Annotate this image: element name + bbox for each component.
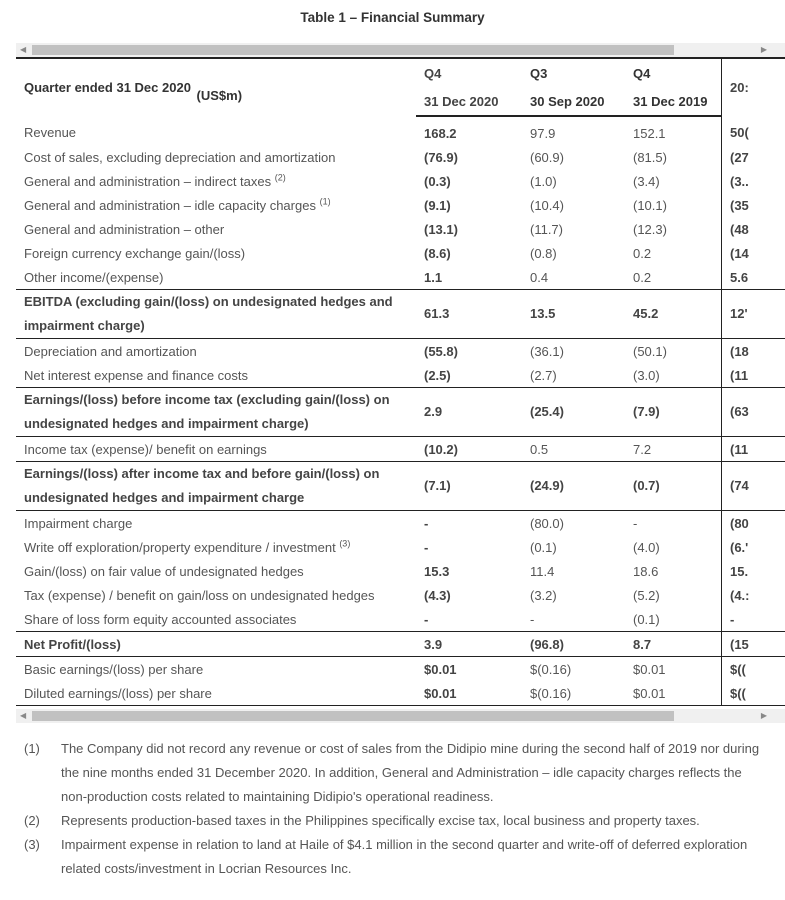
value-cell: (3.. (722, 169, 785, 193)
footnote-ref: (1) (319, 196, 331, 207)
value-cell: (2.7) (522, 363, 625, 388)
footnote (24, 833, 764, 881)
value-cell: - (424, 539, 429, 555)
value-cell: 15.3 (424, 563, 450, 579)
value-cell: 152.1 (633, 125, 666, 141)
table-row (16, 339, 785, 364)
row-label-cell (16, 145, 416, 169)
value-cell: (48 (722, 217, 785, 241)
table-row (16, 241, 785, 265)
value-cell: 8.7 (625, 632, 722, 657)
value-cell: 12' (722, 290, 785, 339)
row-label: Earnings/(loss) before income tax (excluding gain/(loss) on undesignated hedges and impairment charge) (24, 392, 390, 431)
value-cell: $0.01 (424, 661, 457, 677)
row-label-cell (16, 437, 416, 462)
row-label: Write off exploration/property expenditure / investment (24, 539, 336, 555)
value-cell: 168.2 (424, 125, 457, 141)
table-row (16, 437, 785, 462)
row-label: Basic earnings/(loss) per share (24, 661, 204, 677)
col-date: 31 Dec 2019 (625, 87, 722, 116)
value-cell: 11.4 (530, 563, 555, 579)
row-label: General and administration – other (24, 221, 225, 237)
row-label-cell (16, 339, 416, 364)
col-period: Q4 (625, 58, 722, 87)
value-cell: 0.2 (625, 265, 722, 290)
value-cell: 50( (722, 116, 785, 145)
table-row (16, 632, 785, 657)
value-cell: (3.4) (633, 173, 660, 189)
table-row (16, 363, 785, 388)
scroll-left-icon[interactable]: ◀ (20, 711, 27, 720)
row-label: Foreign currency exchange gain/(loss) (24, 245, 246, 261)
row-label-cell (16, 462, 416, 511)
row-label: Net interest expense and finance costs (24, 367, 249, 383)
footnote-number: (3) (24, 837, 40, 852)
table-row (16, 681, 785, 706)
table-container (16, 43, 785, 891)
row-label-cell (16, 681, 416, 706)
value-cell: (12.3) (633, 221, 667, 237)
value-cell: (0.8) (530, 245, 557, 261)
value-cell: (11.7) (530, 221, 563, 237)
value-cell: (14 (722, 241, 785, 265)
value-cell: (4.3) (424, 587, 451, 603)
horizontal-scrollbar-bottom[interactable] (16, 709, 785, 723)
col-period: Q3 (522, 58, 625, 87)
row-label-cell (16, 632, 416, 657)
table-row (16, 265, 785, 290)
row-label-cell (16, 169, 416, 193)
value-cell: $(0.16) (530, 661, 572, 677)
value-cell: 15. (722, 559, 785, 583)
value-cell: (8.6) (424, 245, 451, 261)
value-cell: (10.1) (633, 197, 667, 213)
row-label: Other income/(expense) (24, 269, 164, 285)
row-label-cell (16, 657, 416, 682)
table-row (16, 169, 785, 193)
value-cell: (10.4) (530, 197, 564, 213)
table-row (16, 657, 785, 682)
value-cell: 3.9 (416, 632, 522, 657)
value-cell: 1.1 (416, 265, 522, 290)
value-cell: (10.2) (416, 437, 522, 462)
value-cell: - (424, 515, 429, 531)
value-cell: (3.0) (625, 363, 722, 388)
value-cell: (35 (722, 193, 785, 217)
value-cell: 97.9 (530, 125, 556, 141)
value-cell: (36.1) (530, 343, 564, 359)
table-row (16, 145, 785, 169)
value-cell: $0.01 (625, 681, 722, 706)
value-cell: (7.9) (625, 388, 722, 437)
row-label: Revenue (24, 125, 77, 140)
value-cell: (63 (722, 388, 785, 437)
value-cell: (9.1) (424, 197, 451, 213)
row-label-cell (16, 511, 416, 536)
row-label-cell (16, 583, 416, 607)
row-label-cell (16, 241, 416, 265)
row-label-cell (16, 559, 416, 583)
value-cell: (74 (722, 462, 785, 511)
col-period: 20: (722, 58, 785, 116)
row-label-cell (16, 116, 416, 145)
scrollbar-thumb[interactable] (32, 45, 674, 55)
value-cell: 13.5 (522, 290, 625, 339)
value-cell: (2.5) (416, 363, 522, 388)
value-cell: (60.9) (530, 149, 564, 165)
footnote (24, 737, 764, 809)
value-cell: (11 (722, 363, 785, 388)
header-label: Quarter ended 31 Dec 2020 (24, 80, 191, 95)
row-label: Impairment charge (24, 515, 133, 531)
value-cell: $(( (722, 681, 785, 706)
value-cell: (80 (722, 511, 785, 536)
footnote-ref: (2) (274, 172, 286, 183)
value-cell: $0.01 (633, 661, 666, 677)
table-row (16, 583, 785, 607)
col-date: 31 Dec 2020 (416, 87, 522, 116)
value-cell: $0.01 (416, 681, 522, 706)
scroll-right-icon[interactable]: ▶ (760, 711, 767, 720)
table-row (16, 462, 785, 511)
row-label: Gain/(loss) on fair value of undesignated hedges (24, 563, 304, 579)
value-cell: (3.2) (530, 587, 557, 603)
value-cell: - (633, 515, 638, 531)
footnote-number: (2) (24, 813, 40, 828)
scroll-left-icon[interactable]: ◀ (20, 45, 27, 54)
value-cell: (4.0) (633, 539, 660, 555)
row-label: EBITDA (excluding gain/(loss) on undesignated hedges and impairment charge) (24, 294, 393, 333)
row-label-cell (16, 535, 416, 559)
table-row (16, 193, 785, 217)
value-cell: 0.2 (633, 245, 652, 261)
table-row (16, 217, 785, 241)
value-cell: (80.0) (530, 515, 564, 531)
row-label: General and administration – idle capacity charges (24, 197, 316, 213)
table-row (16, 290, 785, 339)
row-label-cell (16, 388, 416, 437)
scrollbar-thumb[interactable] (32, 711, 674, 721)
footnote-text: Represents production-based taxes in the Philippines specifically excise tax, local business and property taxes. (61, 813, 700, 828)
footnote-text: The Company did not record any revenue or cost of sales from the Didipio mine during the second half of 2019 nor during the nine months ended 31 December 2020. In addition, General and Administration – idle capacity charges reflects the non-production costs related to maintaining Didipio's operational readiness. (61, 741, 760, 804)
row-label-cell (16, 290, 416, 339)
value-cell: (25.4) (522, 388, 625, 437)
value-cell: (6.' (722, 535, 785, 559)
value-cell: (15 (722, 632, 785, 657)
table-row (16, 559, 785, 583)
table-row (16, 535, 785, 559)
financial-summary-table (16, 57, 785, 706)
value-cell: (0.1) (530, 539, 557, 555)
value-cell: 5.6 (722, 265, 785, 290)
value-cell: 18.6 (633, 563, 659, 579)
footnote-text: Impairment expense in relation to land at Haile of $4.1 million in the second quarter and write-off of deferred exploration related costs/investment in Locrian Resources Inc. (61, 837, 748, 876)
value-cell: - (416, 607, 522, 632)
table-row (16, 511, 785, 536)
value-cell: 0.5 (522, 437, 625, 462)
row-label: Tax (expense) / benefit on gain/loss on undesignated hedges (24, 587, 375, 603)
value-cell: $(0.16) (522, 681, 625, 706)
footnote (24, 809, 764, 833)
row-label: Earnings/(loss) after income tax and before gain/(loss) on undesignated hedges and impairment charge (24, 466, 380, 505)
table-row (16, 116, 785, 145)
value-cell: 45.2 (625, 290, 722, 339)
value-cell: (50.1) (633, 343, 667, 359)
value-cell: (0.1) (625, 607, 722, 632)
value-cell: (13.1) (424, 221, 458, 237)
row-label-cell (16, 217, 416, 241)
row-label-cell (16, 607, 416, 632)
row-label-cell (16, 193, 416, 217)
value-cell: (81.5) (633, 149, 667, 165)
row-label: Income tax (expense)/ benefit on earnings (24, 441, 267, 457)
value-cell: 2.9 (416, 388, 522, 437)
value-cell: 7.2 (625, 437, 722, 462)
table-row (16, 388, 785, 437)
table-row (16, 607, 785, 632)
value-cell: (11 (722, 437, 785, 462)
row-label: Share of loss form equity accounted associates (24, 611, 297, 627)
scroll-right-icon[interactable]: ▶ (760, 45, 767, 54)
value-cell: (4.: (722, 583, 785, 607)
footnote-ref: (3) (339, 538, 351, 549)
value-cell: - (522, 607, 625, 632)
row-label-cell (16, 363, 416, 388)
row-label: General and administration – indirect taxes (24, 173, 272, 189)
header-unit: (US$m) (196, 88, 243, 103)
value-cell: (27 (722, 145, 785, 169)
value-cell: (18 (722, 339, 785, 364)
value-cell: (96.8) (522, 632, 625, 657)
value-cell: (5.2) (633, 587, 660, 603)
row-label: Cost of sales, excluding depreciation and amortization (24, 149, 336, 165)
header-label-cell (16, 58, 416, 116)
value-cell: (76.9) (424, 149, 458, 165)
value-cell: (0.3) (424, 173, 451, 189)
value-cell: (24.9) (522, 462, 625, 511)
footnote-number: (1) (24, 741, 40, 756)
value-cell: (55.8) (424, 343, 458, 359)
col-date: 30 Sep 2020 (522, 87, 625, 116)
row-label: Diluted earnings/(loss) per share (24, 685, 212, 701)
row-label: Depreciation and amortization (24, 343, 197, 359)
row-label-cell (16, 265, 416, 290)
col-period: Q4 (416, 58, 522, 87)
table-title: Table 1 – Financial Summary (300, 10, 485, 25)
value-cell: (1.0) (530, 173, 557, 189)
value-cell: - (722, 607, 785, 632)
footnotes (24, 737, 764, 891)
value-cell: 0.4 (522, 265, 625, 290)
value-cell: $(( (722, 657, 785, 682)
value-cell: (0.7) (625, 462, 722, 511)
value-cell: 61.3 (416, 290, 522, 339)
row-label: Net Profit/(loss) (24, 636, 121, 652)
value-cell: (7.1) (416, 462, 522, 511)
horizontal-scrollbar-top[interactable] (16, 43, 785, 57)
